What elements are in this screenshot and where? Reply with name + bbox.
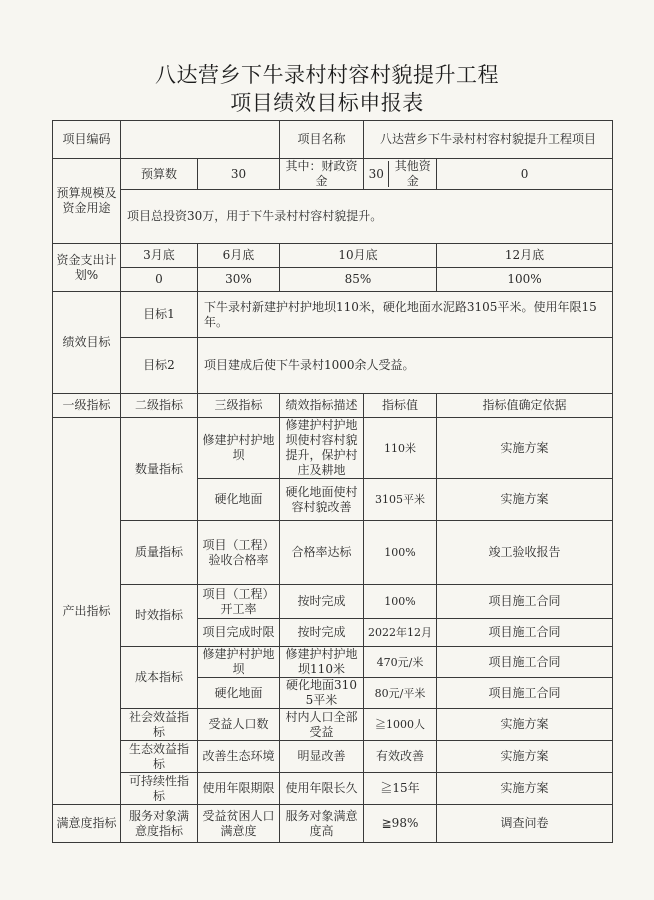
value-cell: 110米 xyxy=(364,418,437,479)
quality-indicator-label: 质量指标 xyxy=(121,521,198,585)
fiscal-funds-label: 其中：财政资金 xyxy=(280,159,364,190)
value-cell: ≧1000人 xyxy=(364,709,437,741)
description-cell: 按时完成 xyxy=(280,619,364,647)
indicator-header-row xyxy=(53,394,613,418)
column-header: 一级指标 xyxy=(53,394,121,418)
satisfaction-level2: 服务对象满意度指标 xyxy=(121,805,198,843)
column-header: 绩效指标描述 xyxy=(280,394,364,418)
table-row xyxy=(53,521,613,585)
table-row xyxy=(53,709,613,741)
goals-section-label: 绩效目标 xyxy=(53,292,121,394)
timeliness-indicator-label: 时效指标 xyxy=(121,585,198,647)
value-cell: 3105平米 xyxy=(364,479,437,521)
basis-cell: 竣工验收报告 xyxy=(437,521,613,585)
table-row xyxy=(53,585,613,619)
budget-usage-text: 项目总投资30万，用于下牛录村村容村貌提升。 xyxy=(121,190,613,244)
satisfaction-row xyxy=(53,805,613,843)
document-title: 八达营乡下牛录村村容村貌提升工程 xyxy=(155,63,499,87)
description-cell: 修建护村护地坝110米 xyxy=(280,647,364,678)
fiscal-other-cell xyxy=(364,159,437,190)
budget-count-label: 预算数 xyxy=(121,159,198,190)
column-header: 指标值 xyxy=(364,394,437,418)
description-cell: 按时完成 xyxy=(280,585,364,619)
other-funds-value: 0 xyxy=(437,159,613,190)
spending-section-label: 资金支出计划% xyxy=(53,244,121,292)
level3-cell: 修建护村护地坝 xyxy=(198,418,280,479)
goal1-label: 目标1 xyxy=(121,292,198,338)
column-header: 指标值确定依据 xyxy=(437,394,613,418)
value-cell: 80元/平米 xyxy=(364,678,437,709)
level3-cell: 项目完成时限 xyxy=(198,619,280,647)
goal1-row xyxy=(53,292,613,338)
value-cell: 有效改善 xyxy=(364,741,437,773)
value-cell: 100% xyxy=(364,521,437,585)
level3-cell: 项目（工程）验收合格率 xyxy=(198,521,280,585)
column-header: 二级指标 xyxy=(121,394,198,418)
description-cell: 村内人口全部受益 xyxy=(280,709,364,741)
performance-goal-table xyxy=(52,120,613,843)
sustainability-indicator-label: 可持续性指标 xyxy=(121,773,198,805)
project-name-label: 项目名称 xyxy=(280,121,364,159)
basis-cell: 实施方案 xyxy=(437,741,613,773)
basis-cell: 项目施工合同 xyxy=(437,585,613,619)
fiscal-funds-value: 30 xyxy=(364,161,389,187)
table-row xyxy=(53,418,613,479)
basis-cell: 项目施工合同 xyxy=(437,647,613,678)
table-row xyxy=(53,741,613,773)
description-cell: 使用年限长久 xyxy=(280,773,364,805)
goal1-text: 下牛录村新建护村护地坝110米，硬化地面水泥路3105平米。使用年限15年。 xyxy=(198,292,613,338)
quantity-indicator-label: 数量指标 xyxy=(121,418,198,521)
social-indicator-label: 社会效益指标 xyxy=(121,709,198,741)
spending-value: 85% xyxy=(280,268,437,292)
output-indicator-label: 产出指标 xyxy=(53,418,121,805)
project-code-value xyxy=(121,121,280,159)
budget-section-label: 预算规模及资金用途 xyxy=(53,159,121,244)
table-row xyxy=(53,773,613,805)
spending-period: 3月底 xyxy=(121,244,198,268)
goal2-row xyxy=(53,338,613,394)
other-funds-label: 其他资金 xyxy=(394,159,431,188)
spending-period: 12月底 xyxy=(437,244,613,268)
description-cell: 修建护村护地坝使村容村貌提升，保护村庄及耕地 xyxy=(280,418,364,479)
level3-cell: 硬化地面 xyxy=(198,678,280,709)
level3-cell: 改善生态环境 xyxy=(198,741,280,773)
basis-cell: 实施方案 xyxy=(437,709,613,741)
satisfaction-level3: 受益贫困人口满意度 xyxy=(198,805,280,843)
satisfaction-basis: 调查问卷 xyxy=(437,805,613,843)
budget-count-value: 30 xyxy=(198,159,280,190)
table-row xyxy=(53,647,613,678)
goal2-label: 目标2 xyxy=(121,338,198,394)
spending-period: 10月底 xyxy=(280,244,437,268)
satisfaction-value: ≧98% xyxy=(364,805,437,843)
budget-usage-row xyxy=(53,190,613,244)
description-cell: 硬化地面使村容村貌改善 xyxy=(280,479,364,521)
description-cell: 明显改善 xyxy=(280,741,364,773)
spending-period: 6月底 xyxy=(198,244,280,268)
project-code-label: 项目编码 xyxy=(53,121,121,159)
spending-periods-row xyxy=(53,244,613,268)
basis-cell: 实施方案 xyxy=(437,479,613,521)
cost-indicator-label: 成本指标 xyxy=(121,647,198,709)
spending-value: 0 xyxy=(121,268,198,292)
level3-cell: 使用年限期限 xyxy=(198,773,280,805)
ecological-indicator-label: 生态效益指标 xyxy=(121,741,198,773)
level3-cell: 硬化地面 xyxy=(198,479,280,521)
document-subtitle: 项目绩效目标申报表 xyxy=(230,91,424,115)
value-cell: 2022年12月 xyxy=(364,619,437,647)
project-name-value: 八达营乡下牛录村村容村貌提升工程项目 xyxy=(364,121,613,159)
value-cell: ≧15年 xyxy=(364,773,437,805)
basis-cell: 实施方案 xyxy=(437,418,613,479)
basis-cell: 项目施工合同 xyxy=(437,678,613,709)
spending-values-row xyxy=(53,268,613,292)
description-cell: 合格率达标 xyxy=(280,521,364,585)
basis-cell: 实施方案 xyxy=(437,773,613,805)
level3-cell: 项目（工程）开工率 xyxy=(198,585,280,619)
satisfaction-indicator-label: 满意度指标 xyxy=(53,805,121,843)
satisfaction-description: 服务对象满意度高 xyxy=(280,805,364,843)
budget-row xyxy=(53,159,613,190)
description-cell: 硬化地面3105平米 xyxy=(280,678,364,709)
level3-cell: 修建护村护地坝 xyxy=(198,647,280,678)
spending-value: 30% xyxy=(198,268,280,292)
level3-cell: 受益人口数 xyxy=(198,709,280,741)
basis-cell: 项目施工合同 xyxy=(437,619,613,647)
goal2-text: 项目建成后使下牛录村1000余人受益。 xyxy=(198,338,613,394)
column-header: 三级指标 xyxy=(198,394,280,418)
value-cell: 100% xyxy=(364,585,437,619)
project-info-row xyxy=(53,121,613,159)
value-cell: 470元/米 xyxy=(364,647,437,678)
spending-value: 100% xyxy=(437,268,613,292)
